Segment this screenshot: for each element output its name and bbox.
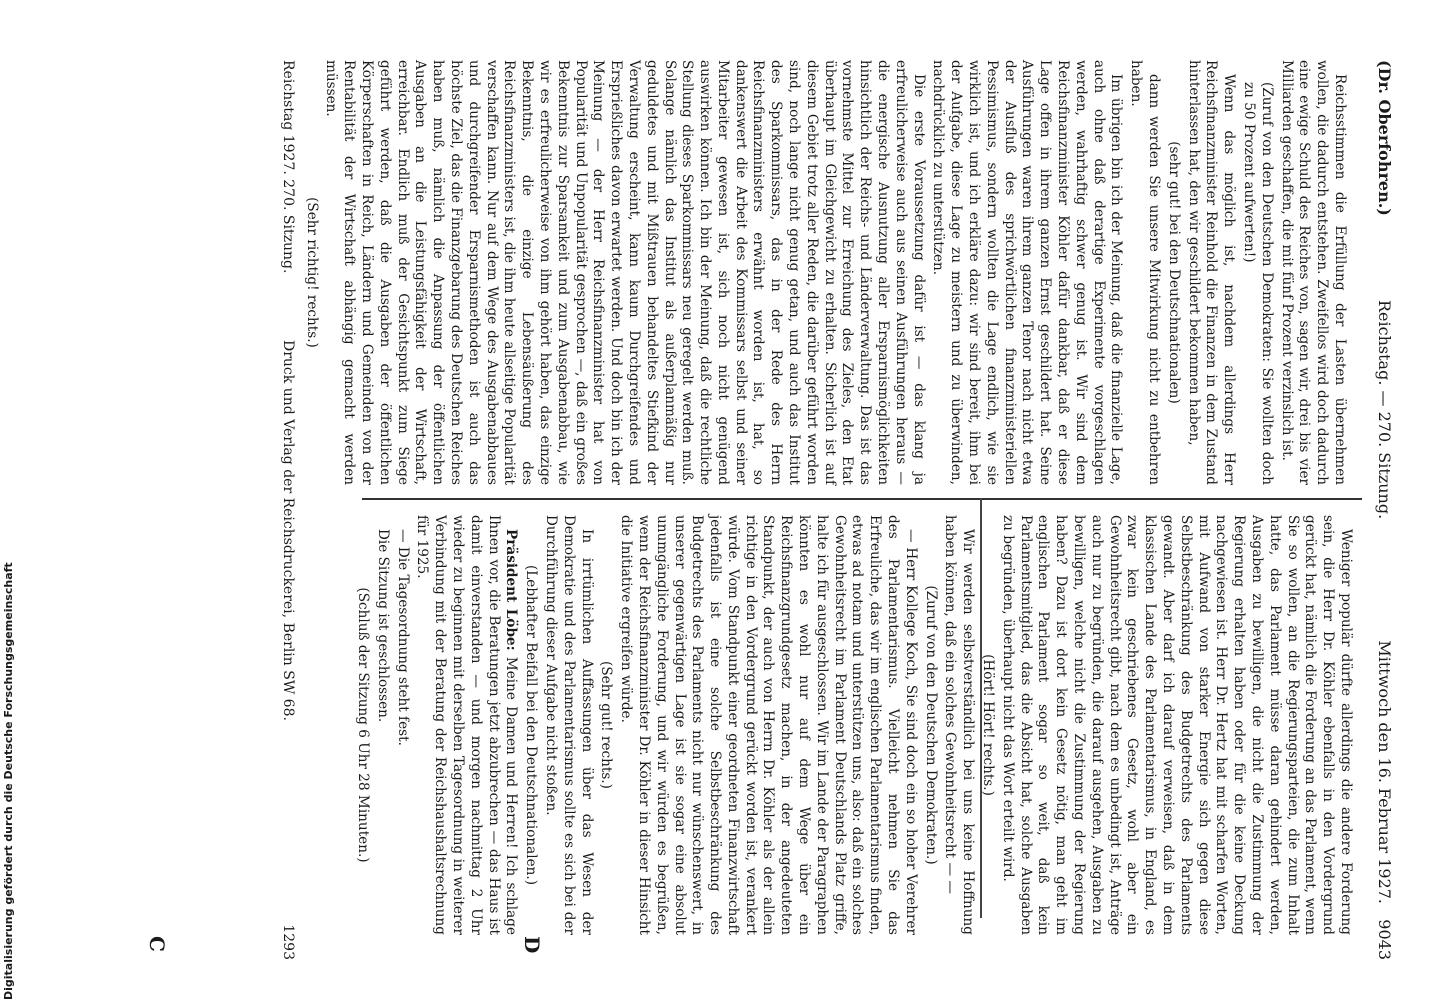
paragraph: Im übrigen bin ich der Meinung, daß die finanzielle Lage, auch ohne daß derartige Experimente vorgeschlagen werden, wahrhaftig schwer genug ist. Wir sind dem Reichsfinanzminister Köhler dafür dankbar, daß er diese Lage offen in ihrem ganzen Ernst geschildert hat. Seine Ausführungen waren ihrem ganzen Tenor nach nicht etwa der Ausfluß des sprichwörtlichen finanzministeriellen Pessimismus, sondern wollten die Lage endlich, wie sie wirklich ist, und ich erkläre dazu: wir sind bereit, ihm bei der Aufgabe, diese Lage zu meistern und zu überwinden, nachdrücklich zu unterstützen. xyxy=(930,60,1125,485)
margin-mark-d: D xyxy=(520,936,544,954)
speaker-name: Präsident Löbe: xyxy=(503,529,520,651)
page-header xyxy=(1366,60,1394,960)
paragraph: Wir werden selbstverständlich bei uns keine Hoffnung haben können, daß ein solches Gewohnheitsrecht — — xyxy=(942,515,977,935)
paragraph: — Die Tagesordnung steht fest. xyxy=(394,529,411,746)
interjection: (Schluß der Sitzung 6 Uhr 28 Minuten.) xyxy=(354,587,371,863)
interjection: (Lebhafter Beifall bei den Deutschnationalen.) xyxy=(523,564,540,886)
digitization-credit xyxy=(2,0,18,1000)
header-session: Reichstag. — 270. Sitzung. xyxy=(1375,300,1394,520)
header-date-page xyxy=(1375,640,1394,960)
interjection: (Zuruf von den Deutschen Demokraten: Sie wollten doch zu 50 Prozent aufwerten!) xyxy=(1241,82,1275,485)
header-date: Mittwoch den 16. Februar 1927. xyxy=(1375,640,1394,905)
interjection: (Sehr gut! rechts.) xyxy=(598,661,615,789)
interjection: (Zuruf von den Deutschen Demokraten.) xyxy=(922,585,939,865)
header-speaker: (Dr. Oberfohren.) xyxy=(1375,60,1394,216)
credit-text: Digitalisierung gefördert durch die Deutsche Forschungsgemeinschaft xyxy=(2,562,15,1000)
header-page-number: 9043 xyxy=(1375,919,1394,960)
paragraph: Die Sitzung ist geschlossen. xyxy=(374,529,391,723)
footer-session: Reichstag 1927. 270. Sitzung. xyxy=(280,60,296,274)
paragraph: Die erste Voraussetzung dafür ist — das klang ja erfreulicherweise auch aus seinen Ausführungen heraus — die energische Ausnutzung aller Ersparnismöglichkeiten hinsichtlich der Reichs- und Länderverwaltung. Das ist das vornehmste Mittel zur Erreichung des Zieles, den Etat überhaupt im Gleichgewicht zu erhalten. Sicherlich ist auf diesem Gebiet trotz aller Reden, die darüber geführt worden sind, noch lange nicht genug getan, und auch das Institut des Sparkommissars, das in der Rede des Herrn Reichsfinanzministers erwähnt worden ist, hat, so dankenswert die Arbeit des Kommissars selbst und seiner Mitarbeiter gewesen ist, sich noch nicht genügend auswirken können. Ich bin der Meinung, daß die rechtliche Stellung dieses Sparkommissars neu geregelt werden muß. Solange nämlich das Institut als außerplanmäßig nur geduldetes und mit Mißtrauen behandeltes Stiefkind der Verwaltung erscheint, kann kaum Durchgreifendes und Ersprießliches davon erwartet werden. Und doch bin ich der Meinung — der Herr Reichsfinanzminister hat von Popularität und Unpopularität gesprochen —, daß ein großes Bekenntnis zur Sparsamkeit und zum Ausgabenabbau, wie wir es erfreulicherweise von ihm gehört haben, das einzige Bekenntnis, die einzige Lebensäußerung des Reichsfinanzministers ist, die ihm heute allseitige Popularität verschaffen kann. Nur auf dem Wege des Ausgabenabbaues und durchgreifender Ersparnismethoden ist auch das höchste Ziel, das die Finanzgebarung des Deutschen Reiches haben muß, nämlich die Anpassung der öffentlichen Ausgaben an die Leistungsfähigkeit der Wirtschaft, erreichbar. Endlich muß der Gesichtspunkt zum Siege geführt werden, daß die Ausgaben der öffentlichen Körperschaften in Reich, Ländern und Gemeinden von der Rentabilität der Wirtschaft abhängig gemacht werden müssen. xyxy=(323,60,927,485)
paragraph: Wenn das möglich ist, nachdem allerdings Herr Reichsfinanzminister Reinhold die Finanzen in dem Zustand hinterlassen hat, den wir geschildert bekommen haben, xyxy=(1185,60,1238,485)
interjection: (sehr gut! bei den Deutschnationalen) xyxy=(1165,141,1182,404)
column-divider xyxy=(362,498,1362,500)
speech-text: Meine Damen und Herren! Ich schlage Ihnen vor, die Beratungen jetzt abzubrechen — das Haus ist damit einverstanden — und morgen nachmittag 2 Uhr wieder zu beginnen mit derselben Tagesordnung in weiterer Verbindung mit der Beratung der Reichshaushaltsrechnung für 1925. xyxy=(414,515,520,935)
paragraph: In irrtümlichen Auffassungen über das Wesen der Demokratie und des Parlamentarismus sollte es sich bei der Durchführung dieser Aufgabe nicht stoßen. xyxy=(542,515,595,935)
paragraph: Weniger populär dürfte allerdings die andere Forderung sein, die Herr Dr. Köhler ebenfalls in den Vordergrund gerückt hat, nämlich die Forderung an das Parlament, wenn Sie so wollen, an die Regierungsparteien, die zum Inhalt hatte, das Parlament müsse daran gehindert werden, Ausgaben zu bewilligen, die nicht die Zustimmung der Regierung erhalten haben oder für die keine Deckung nachgewiesen ist. Herr Dr. Hertz hat mit scharfen Worten, mit Aufwand von starker Energie sich gegen diese Selbstbeschränkung des Budgetrechts des Parlaments gewandt. Aber darf ich darauf verweisen, daß in dem klassischen Lande des Parlamentarismus, in England, es zwar kein geschriebenes Gesetz, wohl aber ein Gewohnheitsrecht gibt, nach dem es unbedingt ist, Anträge auch nur zu begründen, die darauf ausgehen, Ausgaben zu bewilligen, welche nicht die Zustimmung der Regierung haben? Dazu ist dort kein Gesetz nötig, man geht im englischen Parlament sogar so weit, daß kein Parlamentsmitglied, das die Absicht hat, solche Ausgaben zu begründen, überhaupt nicht das Wort erteilt wird. xyxy=(999,515,1354,935)
interjection: (Hört! Hört! rechts.) xyxy=(980,654,997,796)
page-footer xyxy=(272,60,296,960)
footer-page-number: 1293 xyxy=(280,924,296,960)
paragraph: — Herr Kollege Koch, Sie sind doch ein so hoher Verehrer des Parlamentarismus. Vielleicht nehmen Sie das Erfreuliche, das wir im englischen Parlamentarismus finden, etwas ad notam und unterstützen uns, also: daß ein solches Gewohnheitsrecht im Parlament Deutschlands Platz griffe, halte ich für ausgeschlossen. Wir im Lande der Paragraphen könnten es wohl nur auf dem Wege über ein Reichsfinanzgrundgesetz machen, in der angedeuteten Standpunkt, der auch von Herrn Dr. Köhler als der allein richtige in den Vordergrund gerückt worden ist, verankert würde. Vom Standpunkt einer geordneten Finanzwirtschaft jedenfalls ist eine solche Selbstbeschränkung des Budgetrechts des Parlaments nicht nur wünschenswert, in unserer gegenwärtigen Lage ist sie sogar eine absolut unumgängliche Forderung, und wir würden es begrüßen, wenn der Reichsfinanzminister Dr. Köhler in dieser Hinsicht die Initiative ergreifen würde. xyxy=(618,515,919,935)
paragraph: Reichsstimmen die Erfüllung der Lasten übernehmen wollen, die dadurch entstehen. Zweifellos wird doch dadurch eine ewige Schuld des Reiches von, sagen wir, drei bis vier Milliarden geschaffen, die mit fünf Prozent verzinslich ist. xyxy=(1278,60,1348,485)
footer-printer: Druck und Verlag der Reichsdruckerei, Berlin SW 68. xyxy=(280,340,296,721)
paragraph xyxy=(413,515,520,935)
margin-mark-c: C xyxy=(145,936,169,952)
right-column xyxy=(351,515,1354,935)
left-column xyxy=(300,60,1348,485)
paragraph: dann werden Sie unsere Mitwirkung nicht zu entbehren haben. xyxy=(1128,60,1163,485)
interjection: (Sehr richtig! rechts.) xyxy=(303,197,320,348)
